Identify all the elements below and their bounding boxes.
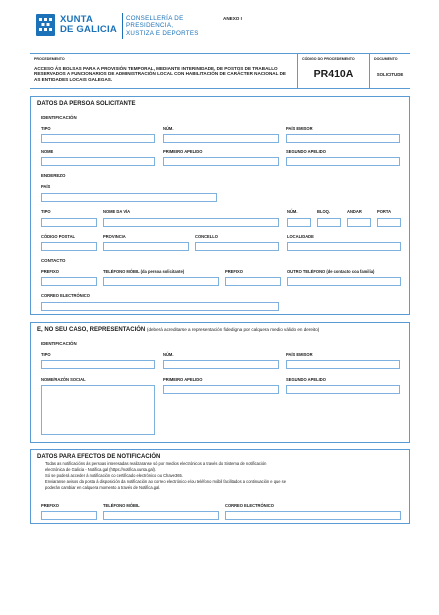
notice-line-4: Enviaranse avisos da posta á disposición da notificación ao correo electrónico e/ou teléfono móbil facilitados a continuación e que se <box>45 479 286 484</box>
nome-field[interactable] <box>41 157 155 166</box>
andar-label: ANDAR <box>347 209 362 214</box>
representative-note: (deberá acreditarse a representación fidedigna por calquera medio válido en dereito) <box>146 327 320 332</box>
prefixo-label: PREFIXO <box>41 269 59 274</box>
notice-line-3: Só se poderá acceder á notificación co certificado electrónico ou Chave365. <box>45 473 183 478</box>
outro-telefono-label: OUTRO TELÉFONO (de contacto coa familia) <box>287 269 375 274</box>
correo-field[interactable] <box>41 302 279 311</box>
notif-telefono-mobil-label: TELÉFONO MÓBIL <box>103 503 140 508</box>
telefono-mobil-label: TELÉFONO MÓBIL (da persoa solicitante) <box>103 269 185 274</box>
primeiro-apelido-field[interactable] <box>163 157 279 166</box>
localidade-label: LOCALIDADE <box>287 234 314 239</box>
representative-section-title <box>37 327 319 333</box>
concello-field[interactable] <box>195 242 279 251</box>
procedure-column <box>30 54 298 88</box>
rep-tipo-label: TIPO <box>41 352 51 357</box>
provincia-field[interactable] <box>103 242 189 251</box>
xunta-shield-icon <box>36 14 55 36</box>
codigo-postal-field[interactable] <box>41 242 97 251</box>
bloque-label: BLOQ. <box>317 209 330 214</box>
num-label: NÚM. <box>163 126 174 131</box>
andar-field[interactable] <box>347 218 371 227</box>
rep-nome-razon-field[interactable] <box>41 385 155 435</box>
rep-segundo-apelido-field[interactable] <box>286 385 400 394</box>
notif-correo-field[interactable] <box>225 511 401 520</box>
notif-prefixo-label: PREFIXO <box>41 503 59 508</box>
department-line-2: PRESIDENCIA, <box>126 22 174 30</box>
document-heading: DOCUMENTO <box>374 57 398 61</box>
brand-name <box>60 15 117 35</box>
num-via-field[interactable] <box>287 218 311 227</box>
representative-section <box>30 322 410 443</box>
brand-line-1: XUNTA <box>60 14 94 25</box>
prefixo-2-label: PREFIXO <box>225 269 243 274</box>
rep-num-field[interactable] <box>163 360 279 369</box>
rep-segundo-apelido-label: SEGUNDO APELIDO <box>286 377 326 382</box>
correo-label: CORREO ELECTRÓNICO <box>41 293 90 298</box>
notif-prefixo-field[interactable] <box>41 511 97 520</box>
localidade-field[interactable] <box>287 242 401 251</box>
procedure-table <box>30 53 410 89</box>
form-header <box>30 10 410 42</box>
identification-subtitle: IDENTIFICACIÓN <box>41 115 77 120</box>
telefono-mobil-field[interactable] <box>103 277 219 286</box>
tipo-via-field[interactable] <box>41 218 97 227</box>
outro-telefono-field[interactable] <box>287 277 401 286</box>
document-type: SOLICITUDE <box>376 72 404 77</box>
tipo-field[interactable] <box>41 134 155 143</box>
pais-emisor-label: PAÍS EMISOR <box>286 126 313 131</box>
prefixo-field[interactable] <box>41 277 97 286</box>
contact-subtitle: CONTACTO <box>41 258 66 263</box>
rep-num-label: NÚM. <box>163 352 174 357</box>
procedure-code-heading: CÓDIGO DO PROCEDEMENTO <box>302 57 355 61</box>
rep-pais-emisor-field[interactable] <box>286 360 400 369</box>
tipo-label: TIPO <box>41 126 51 131</box>
pais-label: PAÍS <box>41 184 51 189</box>
rep-pais-emisor-label: PAÍS EMISOR <box>286 352 313 357</box>
bloque-field[interactable] <box>317 218 341 227</box>
procedure-description: ACCESO ÁS BOLSAS PARA A PROVISIÓN TEMPORAL, MEDIANTE INTERINIDADE, DE POSTOS DE TRABALLO RESERVADOS A FUNCIONARIOS DE ADMINISTRACIÓN LOCAL CON HABILITACIÓN DE CARÁCTER NACIONAL DE AS ENTIDADES LOCAIS GALEGAS. <box>34 66 286 82</box>
pais-emisor-field[interactable] <box>286 134 400 143</box>
nome-via-field[interactable] <box>103 218 279 227</box>
prefixo-2-field[interactable] <box>225 277 281 286</box>
notification-section <box>30 449 410 524</box>
codigo-postal-label: CÓDIGO POSTAL <box>41 234 76 239</box>
notif-telefono-mobil-field[interactable] <box>103 511 219 520</box>
logo-divider <box>122 13 123 39</box>
tipo-via-label: TIPO <box>41 209 51 214</box>
segundo-apelido-label: SEGUNDO APELIDO <box>286 149 326 154</box>
num-field[interactable] <box>163 134 279 143</box>
department-line-3: XUSTIZA E DEPORTES <box>126 29 199 37</box>
department-name <box>126 15 199 37</box>
nome-via-label: NOME DA VÍA <box>103 209 131 214</box>
applicant-section-title: DATOS DA PERSOA SOLICITANTE <box>37 101 136 107</box>
segundo-apelido-field[interactable] <box>286 157 400 166</box>
notice-line-5: poderán cambiar en calquera momento a través de Notifica.gal. <box>45 485 161 490</box>
rep-nome-razon-label: NOME/RAZÓN SOCIAL <box>41 377 86 382</box>
notification-notice <box>45 461 397 491</box>
notice-line-2: electrónica de Galicia - Notifica.gal (https://notifica.xunta.gal). <box>45 467 157 472</box>
notification-section-title: DATOS PARA EFECTOS DE NOTIFICACIÓN <box>37 454 161 460</box>
notice-line-1: Todas as notificacións ás persoas interesadas realizaranse só por medios electrónicos a través do Sistema de notificación <box>45 461 267 466</box>
porta-label: PORTA <box>377 209 392 214</box>
pais-field[interactable] <box>41 193 217 202</box>
procedure-code: PR410A <box>313 68 354 80</box>
address-subtitle: ENDEREZO <box>41 173 66 178</box>
rep-identification-subtitle: IDENTIFICACIÓN <box>41 341 77 346</box>
concello-label: CONCELLO <box>195 234 218 239</box>
num-via-label: NÚM. <box>287 209 298 214</box>
rep-tipo-field[interactable] <box>41 360 155 369</box>
rep-primeiro-apelido-label: PRIMEIRO APELIDO <box>163 377 203 382</box>
representative-title-text: E, NO SEU CASO, REPRESENTACIÓN <box>37 327 146 333</box>
provincia-label: PROVINCIA <box>103 234 126 239</box>
procedure-code-column <box>298 54 370 88</box>
primeiro-apelido-label: PRIMEIRO APELIDO <box>163 149 203 154</box>
procedure-heading: PROCEDEMENTO <box>34 57 65 61</box>
brand-line-2: DE GALICIA <box>60 24 117 35</box>
rep-primeiro-apelido-field[interactable] <box>163 385 279 394</box>
annex-label: ANEXO I <box>223 16 242 21</box>
porta-field[interactable] <box>377 218 401 227</box>
department-line-1: CONSELLERÍA DE <box>126 15 184 22</box>
nome-label: NOME <box>41 149 54 154</box>
document-column <box>370 54 410 88</box>
notif-correo-label: CORREO ELECTRÓNICO <box>225 503 274 508</box>
applicant-section <box>30 96 410 315</box>
